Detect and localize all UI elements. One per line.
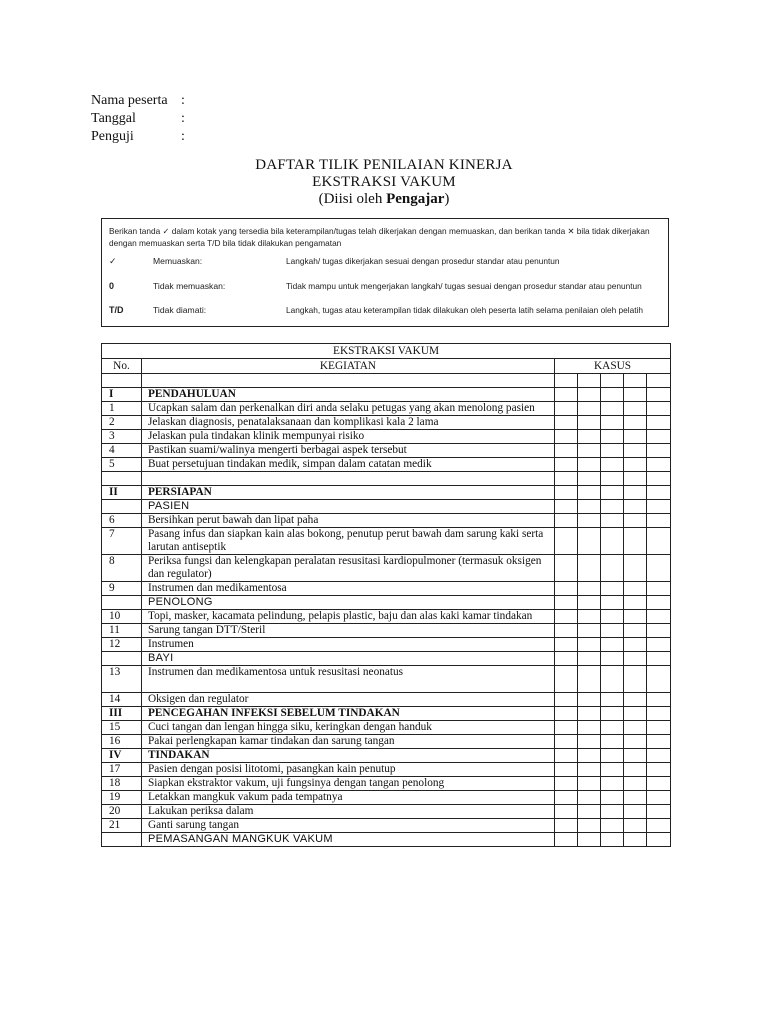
case-checkbox-2[interactable] bbox=[578, 624, 601, 638]
case-checkbox-1 bbox=[555, 472, 578, 486]
row-number bbox=[102, 374, 142, 388]
case-checkbox-4[interactable] bbox=[624, 514, 647, 528]
table-row bbox=[102, 638, 671, 652]
checklist-table bbox=[101, 343, 671, 847]
activity-text: Ganti sarung tangan bbox=[142, 819, 555, 833]
case-checkbox-1 bbox=[555, 374, 578, 388]
case-checkbox-4[interactable] bbox=[624, 528, 647, 555]
field-participant-name bbox=[91, 92, 191, 110]
case-checkbox-5[interactable] bbox=[647, 735, 671, 749]
table-title-row bbox=[102, 344, 671, 359]
case-checkbox-3 bbox=[601, 388, 624, 402]
activity-text: Jelaskan pula tindakan klinik mempunyai risiko bbox=[142, 430, 555, 444]
case-checkbox-2[interactable] bbox=[578, 458, 601, 472]
legend-desc: Langkah, tugas atau keterampilan tidak dilakukan oleh peserta latih selama penilaian oleh pelatih bbox=[286, 305, 644, 315]
activity-text: PENDAHULUAN bbox=[142, 388, 555, 402]
case-checkbox-3 bbox=[601, 596, 624, 610]
section-row bbox=[102, 749, 671, 763]
activity-text: Siapkan ekstraktor vakum, uji fungsinya dengan tangan penolong bbox=[142, 777, 555, 791]
case-checkbox-5[interactable] bbox=[647, 638, 671, 652]
case-checkbox-1 bbox=[555, 486, 578, 500]
field-date bbox=[91, 110, 191, 128]
case-checkbox-1 bbox=[555, 652, 578, 666]
case-checkbox-5[interactable] bbox=[647, 582, 671, 596]
table-row bbox=[102, 430, 671, 444]
case-checkbox-3[interactable] bbox=[601, 638, 624, 652]
activity-text: Pakai perlengkapan kamar tindakan dan sarung tangan bbox=[142, 735, 555, 749]
case-checkbox-3[interactable] bbox=[601, 514, 624, 528]
activity-text: Buat persetujuan tindakan medik, simpan dalam catatan medik bbox=[142, 458, 555, 472]
case-checkbox-1[interactable] bbox=[555, 791, 578, 805]
case-checkbox-2[interactable] bbox=[578, 693, 601, 707]
case-checkbox-1 bbox=[555, 388, 578, 402]
table-row bbox=[102, 514, 671, 528]
title-line-3 bbox=[0, 191, 768, 208]
table-row bbox=[102, 693, 671, 707]
case-checkbox-5[interactable] bbox=[647, 763, 671, 777]
table-row bbox=[102, 444, 671, 458]
case-checkbox-5 bbox=[647, 472, 671, 486]
activity-text: TINDAKAN bbox=[142, 749, 555, 763]
legend-intro: Berikan tanda ✓ dalam kotak yang tersedia bila keterampilan/tugas telah dikerjakan dengan memuaskan, dan berikan tanda ✕ bila tidak dikerjakan dengan memuaskan serta T/D bila tidak dilakukan pengamatan bbox=[109, 226, 650, 248]
case-checkbox-5[interactable] bbox=[647, 777, 671, 791]
spacer-row bbox=[102, 374, 671, 388]
case-checkbox-3[interactable] bbox=[601, 805, 624, 819]
activity-text: Letakkan mangkuk vakum pada tempatnya bbox=[142, 791, 555, 805]
case-checkbox-1[interactable] bbox=[555, 624, 578, 638]
activity-text: PENOLONG bbox=[142, 596, 555, 610]
case-checkbox-1[interactable] bbox=[555, 582, 578, 596]
case-checkbox-2[interactable] bbox=[578, 721, 601, 735]
case-checkbox-5 bbox=[647, 486, 671, 500]
case-checkbox-1[interactable] bbox=[555, 444, 578, 458]
row-number: 8 bbox=[102, 555, 142, 582]
case-checkbox-4[interactable] bbox=[624, 777, 647, 791]
case-checkbox-3[interactable] bbox=[601, 721, 624, 735]
case-checkbox-2[interactable] bbox=[578, 819, 601, 833]
case-checkbox-3[interactable] bbox=[601, 624, 624, 638]
case-checkbox-5[interactable] bbox=[647, 819, 671, 833]
field-label: Nama peserta bbox=[91, 93, 168, 108]
row-number: IV bbox=[102, 749, 142, 763]
case-checkbox-1 bbox=[555, 833, 578, 847]
row-number: 5 bbox=[102, 458, 142, 472]
case-checkbox-4[interactable] bbox=[624, 666, 647, 693]
activity-text: Topi, masker, kacamata pelindung, pelapis plastic, baju dan alas kaki kamar tindakan bbox=[142, 610, 555, 624]
table-row bbox=[102, 610, 671, 624]
row-number: 10 bbox=[102, 610, 142, 624]
row-number: 18 bbox=[102, 777, 142, 791]
spacer-row bbox=[102, 472, 671, 486]
table-row bbox=[102, 624, 671, 638]
case-checkbox-3[interactable] bbox=[601, 666, 624, 693]
case-checkbox-1 bbox=[555, 749, 578, 763]
case-checkbox-5 bbox=[647, 749, 671, 763]
case-checkbox-2[interactable] bbox=[578, 416, 601, 430]
row-number: 2 bbox=[102, 416, 142, 430]
title-line-2: EKSTRAKSI VAKUM bbox=[312, 174, 456, 190]
case-checkbox-4 bbox=[624, 596, 647, 610]
case-checkbox-4[interactable] bbox=[624, 791, 647, 805]
document-title bbox=[0, 157, 768, 208]
subsection-row bbox=[102, 833, 671, 847]
activity-text: PENCEGAHAN INFEKSI SEBELUM TINDAKAN bbox=[142, 707, 555, 721]
legend-desc: Langkah/ tugas dikerjakan sesuai dengan prosedur standar atau penuntun bbox=[286, 256, 560, 266]
case-checkbox-2[interactable] bbox=[578, 444, 601, 458]
case-checkbox-5 bbox=[647, 707, 671, 721]
row-number: 12 bbox=[102, 638, 142, 652]
case-checkbox-5[interactable] bbox=[647, 458, 671, 472]
case-checkbox-4[interactable] bbox=[624, 444, 647, 458]
case-checkbox-3[interactable] bbox=[601, 416, 624, 430]
case-checkbox-2[interactable] bbox=[578, 666, 601, 693]
table-row bbox=[102, 555, 671, 582]
activity-text: Instrumen bbox=[142, 638, 555, 652]
case-checkbox-5[interactable] bbox=[647, 624, 671, 638]
case-checkbox-5[interactable] bbox=[647, 693, 671, 707]
case-checkbox-2 bbox=[578, 833, 601, 847]
case-checkbox-4[interactable] bbox=[624, 693, 647, 707]
legend-label: Tidak memuaskan: bbox=[153, 281, 226, 291]
row-number: 6 bbox=[102, 514, 142, 528]
row-number: 11 bbox=[102, 624, 142, 638]
legend-label: Tidak diamati: bbox=[153, 305, 207, 315]
table-row bbox=[102, 777, 671, 791]
row-number: I bbox=[102, 388, 142, 402]
legend-label: Memuaskan: bbox=[153, 256, 203, 266]
case-checkbox-2[interactable] bbox=[578, 582, 601, 596]
legend-row-satisfactory bbox=[109, 254, 664, 268]
row-number: 14 bbox=[102, 693, 142, 707]
table-row bbox=[102, 819, 671, 833]
row-number: 4 bbox=[102, 444, 142, 458]
case-checkbox-3[interactable] bbox=[601, 528, 624, 555]
case-checkbox-4[interactable] bbox=[624, 638, 647, 652]
case-checkbox-1[interactable] bbox=[555, 610, 578, 624]
column-header-no: No. bbox=[102, 359, 142, 374]
table-row bbox=[102, 791, 671, 805]
case-checkbox-1 bbox=[555, 707, 578, 721]
case-checkbox-1[interactable] bbox=[555, 555, 578, 582]
case-checkbox-2 bbox=[578, 472, 601, 486]
case-checkbox-1 bbox=[555, 596, 578, 610]
case-checkbox-3[interactable] bbox=[601, 582, 624, 596]
activity-text: Pasien dengan posisi litotomi, pasangkan kain penutup bbox=[142, 763, 555, 777]
title-line-3-pre: (Diisi oleh bbox=[318, 191, 387, 207]
case-checkbox-1[interactable] bbox=[555, 763, 578, 777]
subsection-row bbox=[102, 652, 671, 666]
case-checkbox-5[interactable] bbox=[647, 805, 671, 819]
case-checkbox-3 bbox=[601, 833, 624, 847]
section-row bbox=[102, 707, 671, 721]
case-checkbox-5[interactable] bbox=[647, 416, 671, 430]
case-checkbox-2[interactable] bbox=[578, 555, 601, 582]
case-checkbox-3 bbox=[601, 652, 624, 666]
case-checkbox-4 bbox=[624, 472, 647, 486]
case-checkbox-3 bbox=[601, 500, 624, 514]
case-checkbox-3 bbox=[601, 749, 624, 763]
case-checkbox-4 bbox=[624, 652, 647, 666]
case-checkbox-2[interactable] bbox=[578, 610, 601, 624]
case-checkbox-3 bbox=[601, 374, 624, 388]
case-checkbox-5[interactable] bbox=[647, 721, 671, 735]
row-number: 15 bbox=[102, 721, 142, 735]
case-checkbox-4[interactable] bbox=[624, 555, 647, 582]
activity-text: Oksigen dan regulator bbox=[142, 693, 555, 707]
case-checkbox-3[interactable] bbox=[601, 791, 624, 805]
column-header-activity: KEGIATAN bbox=[142, 359, 555, 374]
case-checkbox-2[interactable] bbox=[578, 777, 601, 791]
case-checkbox-1[interactable] bbox=[555, 430, 578, 444]
case-checkbox-5[interactable] bbox=[647, 514, 671, 528]
activity-text: Instrumen dan medikamentosa untuk resusitasi neonatus bbox=[142, 666, 555, 693]
field-colon: : bbox=[181, 93, 185, 108]
case-checkbox-1[interactable] bbox=[555, 805, 578, 819]
case-checkbox-3[interactable] bbox=[601, 555, 624, 582]
table-title: EKSTRAKSI VAKUM bbox=[102, 344, 671, 359]
table-header-row bbox=[102, 359, 671, 374]
legend-row-not-observed bbox=[109, 303, 664, 317]
check-icon: ✓ bbox=[109, 255, 117, 266]
row-number: 1 bbox=[102, 402, 142, 416]
case-checkbox-3[interactable] bbox=[601, 777, 624, 791]
case-checkbox-1[interactable] bbox=[555, 638, 578, 652]
case-checkbox-2 bbox=[578, 388, 601, 402]
table-row bbox=[102, 735, 671, 749]
table-row bbox=[102, 666, 671, 693]
case-checkbox-4[interactable] bbox=[624, 458, 647, 472]
activity-text bbox=[142, 472, 555, 486]
legend-desc: Tidak mampu untuk mengerjakan langkah/ tugas sesuai dengan prosedur standar atau penuntun bbox=[286, 281, 642, 291]
table-row bbox=[102, 763, 671, 777]
case-checkbox-5[interactable] bbox=[647, 444, 671, 458]
table-row bbox=[102, 528, 671, 555]
case-checkbox-2 bbox=[578, 486, 601, 500]
case-checkbox-5[interactable] bbox=[647, 555, 671, 582]
case-checkbox-2 bbox=[578, 374, 601, 388]
case-checkbox-3[interactable] bbox=[601, 763, 624, 777]
table-row bbox=[102, 721, 671, 735]
activity-text: Cuci tangan dan lengan hingga siku, keringkan dengan handuk bbox=[142, 721, 555, 735]
case-checkbox-4[interactable] bbox=[624, 582, 647, 596]
case-checkbox-4 bbox=[624, 833, 647, 847]
row-number: 7 bbox=[102, 528, 142, 555]
activity-text: Bersihkan perut bawah dan lipat paha bbox=[142, 514, 555, 528]
title-line-3-bold: Pengajar bbox=[386, 191, 445, 207]
subsection-row bbox=[102, 500, 671, 514]
section-row bbox=[102, 486, 671, 500]
activity-text: Lakukan periksa dalam bbox=[142, 805, 555, 819]
row-number: 19 bbox=[102, 791, 142, 805]
case-checkbox-4 bbox=[624, 707, 647, 721]
case-checkbox-2 bbox=[578, 749, 601, 763]
row-number: 17 bbox=[102, 763, 142, 777]
case-checkbox-5[interactable] bbox=[647, 528, 671, 555]
row-number: 13 bbox=[102, 666, 142, 693]
activity-text: BAYI bbox=[142, 652, 555, 666]
field-colon: : bbox=[181, 129, 185, 144]
case-checkbox-4[interactable] bbox=[624, 624, 647, 638]
row-number: III bbox=[102, 707, 142, 721]
activity-text: Instrumen dan medikamentosa bbox=[142, 582, 555, 596]
case-checkbox-4[interactable] bbox=[624, 735, 647, 749]
case-checkbox-4 bbox=[624, 500, 647, 514]
legend-row-unsatisfactory bbox=[109, 279, 664, 293]
table-row bbox=[102, 805, 671, 819]
case-checkbox-1[interactable] bbox=[555, 666, 578, 693]
case-checkbox-1[interactable] bbox=[555, 735, 578, 749]
column-header-cases: KASUS bbox=[555, 359, 671, 374]
row-number bbox=[102, 472, 142, 486]
activity-text: Periksa fungsi dan kelengkapan peralatan resusitasi kardiopulmoner (termasuk oksigen dan regulator) bbox=[142, 555, 555, 582]
case-checkbox-3[interactable] bbox=[601, 610, 624, 624]
participant-info bbox=[91, 92, 191, 146]
case-checkbox-5[interactable] bbox=[647, 402, 671, 416]
table-row bbox=[102, 458, 671, 472]
case-checkbox-3[interactable] bbox=[601, 735, 624, 749]
legend-symbol: 0 bbox=[109, 281, 115, 291]
case-checkbox-4 bbox=[624, 486, 647, 500]
activity-text bbox=[142, 374, 555, 388]
case-checkbox-2[interactable] bbox=[578, 430, 601, 444]
case-checkbox-1[interactable] bbox=[555, 693, 578, 707]
row-number bbox=[102, 652, 142, 666]
row-number: 16 bbox=[102, 735, 142, 749]
activity-text: Ucapkan salam dan perkenalkan diri anda selaku petugas yang akan menolong pasien bbox=[142, 402, 555, 416]
case-checkbox-4 bbox=[624, 749, 647, 763]
rating-legend bbox=[101, 218, 669, 327]
case-checkbox-1[interactable] bbox=[555, 402, 578, 416]
case-checkbox-2[interactable] bbox=[578, 638, 601, 652]
activity-text: PEMASANGAN MANGKUK VAKUM bbox=[142, 833, 555, 847]
case-checkbox-5 bbox=[647, 388, 671, 402]
case-checkbox-2[interactable] bbox=[578, 514, 601, 528]
row-number: II bbox=[102, 486, 142, 500]
activity-text: Pastikan suami/walinya mengerti berbagai aspek tersebut bbox=[142, 444, 555, 458]
case-checkbox-5 bbox=[647, 374, 671, 388]
case-checkbox-4[interactable] bbox=[624, 402, 647, 416]
case-checkbox-4 bbox=[624, 374, 647, 388]
title-line-1: DAFTAR TILIK PENILAIAN KINERJA bbox=[255, 157, 513, 173]
case-checkbox-3[interactable] bbox=[601, 693, 624, 707]
row-number: 3 bbox=[102, 430, 142, 444]
case-checkbox-5[interactable] bbox=[647, 430, 671, 444]
case-checkbox-4[interactable] bbox=[624, 763, 647, 777]
case-checkbox-3[interactable] bbox=[601, 819, 624, 833]
case-checkbox-3[interactable] bbox=[601, 458, 624, 472]
field-label: Penguji bbox=[91, 129, 134, 144]
field-colon: : bbox=[181, 111, 185, 126]
case-checkbox-4[interactable] bbox=[624, 610, 647, 624]
case-checkbox-2 bbox=[578, 500, 601, 514]
case-checkbox-1[interactable] bbox=[555, 416, 578, 430]
case-checkbox-2[interactable] bbox=[578, 763, 601, 777]
row-number bbox=[102, 833, 142, 847]
table-row bbox=[102, 582, 671, 596]
case-checkbox-1 bbox=[555, 500, 578, 514]
case-checkbox-5 bbox=[647, 833, 671, 847]
field-label: Tanggal bbox=[91, 111, 136, 126]
activity-text: PERSIAPAN bbox=[142, 486, 555, 500]
field-examiner bbox=[91, 128, 191, 146]
case-checkbox-1[interactable] bbox=[555, 458, 578, 472]
case-checkbox-4[interactable] bbox=[624, 805, 647, 819]
row-number: 20 bbox=[102, 805, 142, 819]
subsection-row bbox=[102, 596, 671, 610]
case-checkbox-3 bbox=[601, 707, 624, 721]
case-checkbox-2[interactable] bbox=[578, 791, 601, 805]
case-checkbox-4 bbox=[624, 388, 647, 402]
case-checkbox-1[interactable] bbox=[555, 819, 578, 833]
case-checkbox-5 bbox=[647, 500, 671, 514]
case-checkbox-5 bbox=[647, 652, 671, 666]
activity-text: PASIEN bbox=[142, 500, 555, 514]
activity-text: Jelaskan diagnosis, penatalaksanaan dan komplikasi kala 2 lama bbox=[142, 416, 555, 430]
case-checkbox-3[interactable] bbox=[601, 444, 624, 458]
case-checkbox-2[interactable] bbox=[578, 528, 601, 555]
legend-symbol: T/D bbox=[109, 305, 124, 315]
case-checkbox-3[interactable] bbox=[601, 430, 624, 444]
case-checkbox-4[interactable] bbox=[624, 416, 647, 430]
case-checkbox-2 bbox=[578, 652, 601, 666]
case-checkbox-1[interactable] bbox=[555, 721, 578, 735]
activity-text: Pasang infus dan siapkan kain alas bokong, penutup perut bawah dam sarung kaki serta larutan antiseptik bbox=[142, 528, 555, 555]
case-checkbox-5[interactable] bbox=[647, 610, 671, 624]
case-checkbox-5[interactable] bbox=[647, 791, 671, 805]
table-row bbox=[102, 402, 671, 416]
case-checkbox-2[interactable] bbox=[578, 805, 601, 819]
row-number bbox=[102, 500, 142, 514]
case-checkbox-1[interactable] bbox=[555, 528, 578, 555]
case-checkbox-2 bbox=[578, 707, 601, 721]
case-checkbox-4[interactable] bbox=[624, 721, 647, 735]
table-row bbox=[102, 416, 671, 430]
row-number: 21 bbox=[102, 819, 142, 833]
case-checkbox-3 bbox=[601, 486, 624, 500]
row-number: 9 bbox=[102, 582, 142, 596]
case-checkbox-2[interactable] bbox=[578, 402, 601, 416]
case-checkbox-2 bbox=[578, 596, 601, 610]
case-checkbox-3 bbox=[601, 472, 624, 486]
title-line-3-post: ) bbox=[444, 191, 450, 207]
case-checkbox-5[interactable] bbox=[647, 666, 671, 693]
case-checkbox-3[interactable] bbox=[601, 402, 624, 416]
row-number bbox=[102, 596, 142, 610]
case-checkbox-4[interactable] bbox=[624, 819, 647, 833]
case-checkbox-4[interactable] bbox=[624, 430, 647, 444]
case-checkbox-1[interactable] bbox=[555, 777, 578, 791]
case-checkbox-1[interactable] bbox=[555, 514, 578, 528]
case-checkbox-2[interactable] bbox=[578, 735, 601, 749]
activity-text: Sarung tangan DTT/Steril bbox=[142, 624, 555, 638]
case-checkbox-5 bbox=[647, 596, 671, 610]
section-row bbox=[102, 388, 671, 402]
